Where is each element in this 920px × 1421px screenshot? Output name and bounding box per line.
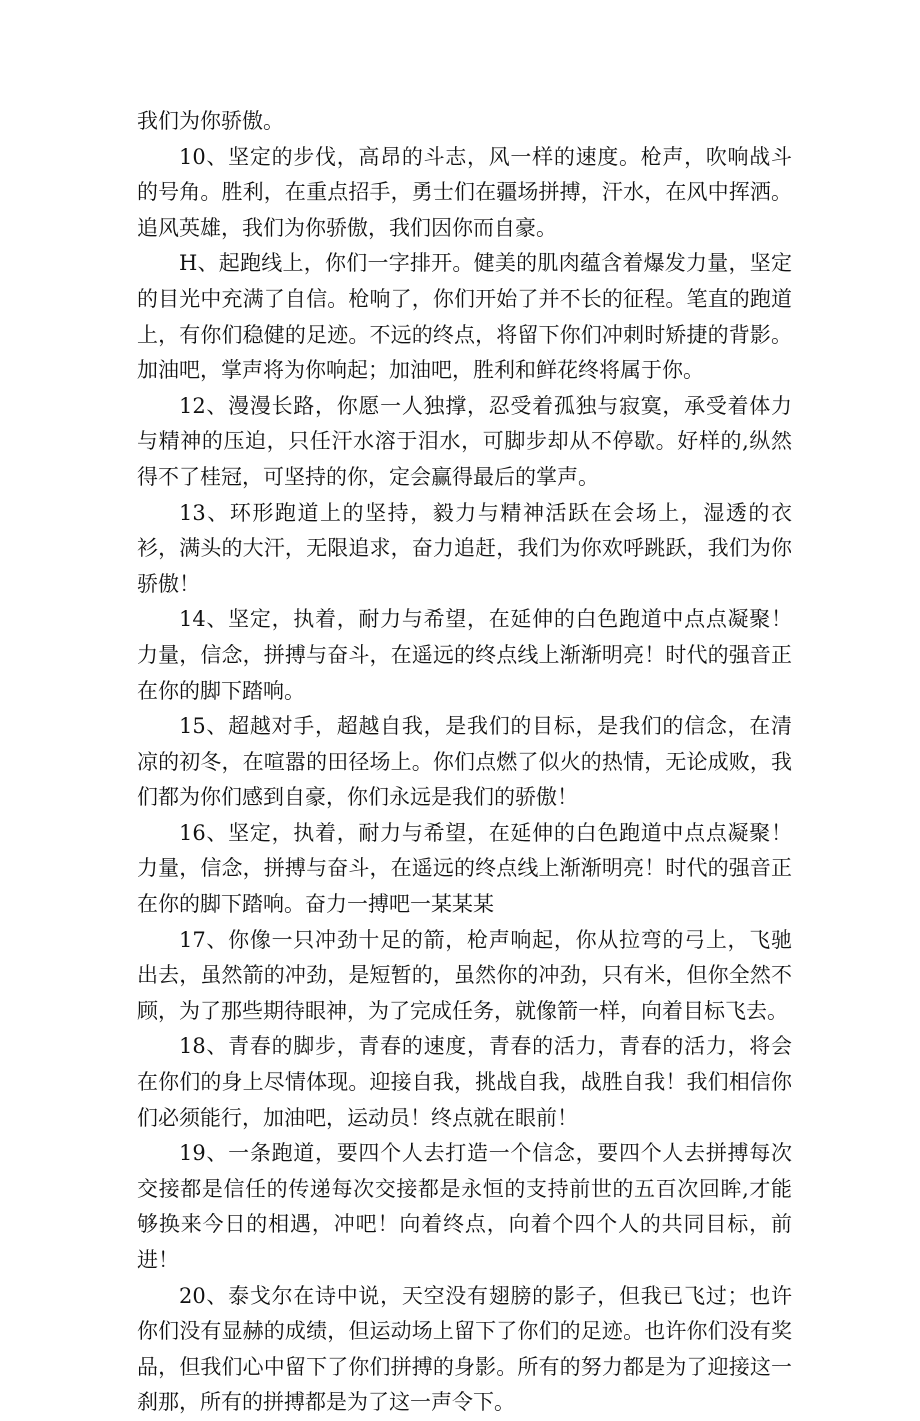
paragraph-20: 20、泰戈尔在诗中说，天空没有翅膀的影子，但我已飞过；也许你们没有显赫的成绩，但运动场上留下了你们的足迹。也许你们没有奖品，但我们心中留下了你们拼搏的身影。所有的努力都是为了迎接这一刹那，所有的拼搏都是为了这一声令下。 (137, 1283, 792, 1415)
document-body (137, 104, 792, 1421)
paragraph-18: 18、青春的脚步，青春的速度，青春的活力，青春的活力，将会在你们的身上尽情体现。迎接自我，挑战自我，战胜自我！我们相信你们必须能行，加油吧，运动员！终点就在眼前！ (137, 1034, 792, 1130)
paragraph-14: 14、坚定，执着，耐力与希望，在延伸的白色跑道中点点凝聚！力量，信念，拼搏与奋斗，在遥远的终点线上渐渐明亮！时代的强音正在你的脚下踏响。 (137, 607, 792, 703)
paragraph-16: 16、坚定，执着，耐力与希望，在延伸的白色跑道中点点凝聚！力量，信念，拼搏与奋斗，在遥远的终点线上渐渐明亮！时代的强音正在你的脚下踏响。奋力一搏吧一某某某 (137, 820, 792, 917)
paragraph-19: 19、一条跑道，要四个人去打造一个信念，要四个人去拼搏每次交接都是信任的传递每次交接都是永恒的支持前世的五百次回眸,才能够换来今日的相遇，冲吧！向着终点，向着个四个人的共同目标，前进！ (137, 1141, 792, 1272)
paragraph-13: 13、环形跑道上的坚持，毅力与精神活跃在会场上，湿透的衣衫，满头的大汗，无限追求，奋力追赶，我们为你欢呼跳跃，我们为你骄傲！ (137, 500, 792, 596)
paragraph-12: 12、漫漫长路，你愿一人独撑，忍受着孤独与寂寞，承受着体力与精神的压迫，只任汗水溶于泪水，可脚步却从不停歇。好样的,纵然得不了桂冠，可坚持的你，定会赢得最后的掌声。 (137, 393, 792, 489)
paragraph-10: 10、坚定的步伐，高昂的斗志，风一样的速度。枪声，吹响战斗的号角。胜利，在重点招手，勇士们在疆场拼搏，汗水，在风中挥洒。追风英雄，我们为你骄傲，我们因你而自豪。 (137, 144, 792, 240)
paragraph-15: 15、超越对手，超越自我，是我们的目标，是我们的信念，在清凉的初冬，在喧嚣的田径场上。你们点燃了似火的热情，无论成败，我们都为你们感到自豪，你们永远是我们的骄傲！ (137, 714, 792, 810)
paragraph-17: 17、你像一只冲劲十足的箭，枪声响起，你从拉弯的弓上，飞驰出去，虽然箭的冲劲，是短暂的，虽然你的冲劲，只有米，但你全然不顾，为了那些期待眼神，为了完成任务，就像箭一样，向着目标飞去。 (137, 927, 792, 1023)
lead-line: 我们为你骄傲。 (137, 109, 284, 133)
paragraph-11: H、起跑线上，你们一字排开。健美的肌肉蕴含着爆发力量，坚定的目光中充满了自信。枪响了，你们开始了并不长的征程。笔直的跑道上，有你们稳健的足迹。不远的终点，将留下你们冲刺时矫捷的背影。加油吧，掌声将为你响起；加油吧，胜利和鲜花终将属于你。 (137, 251, 792, 383)
